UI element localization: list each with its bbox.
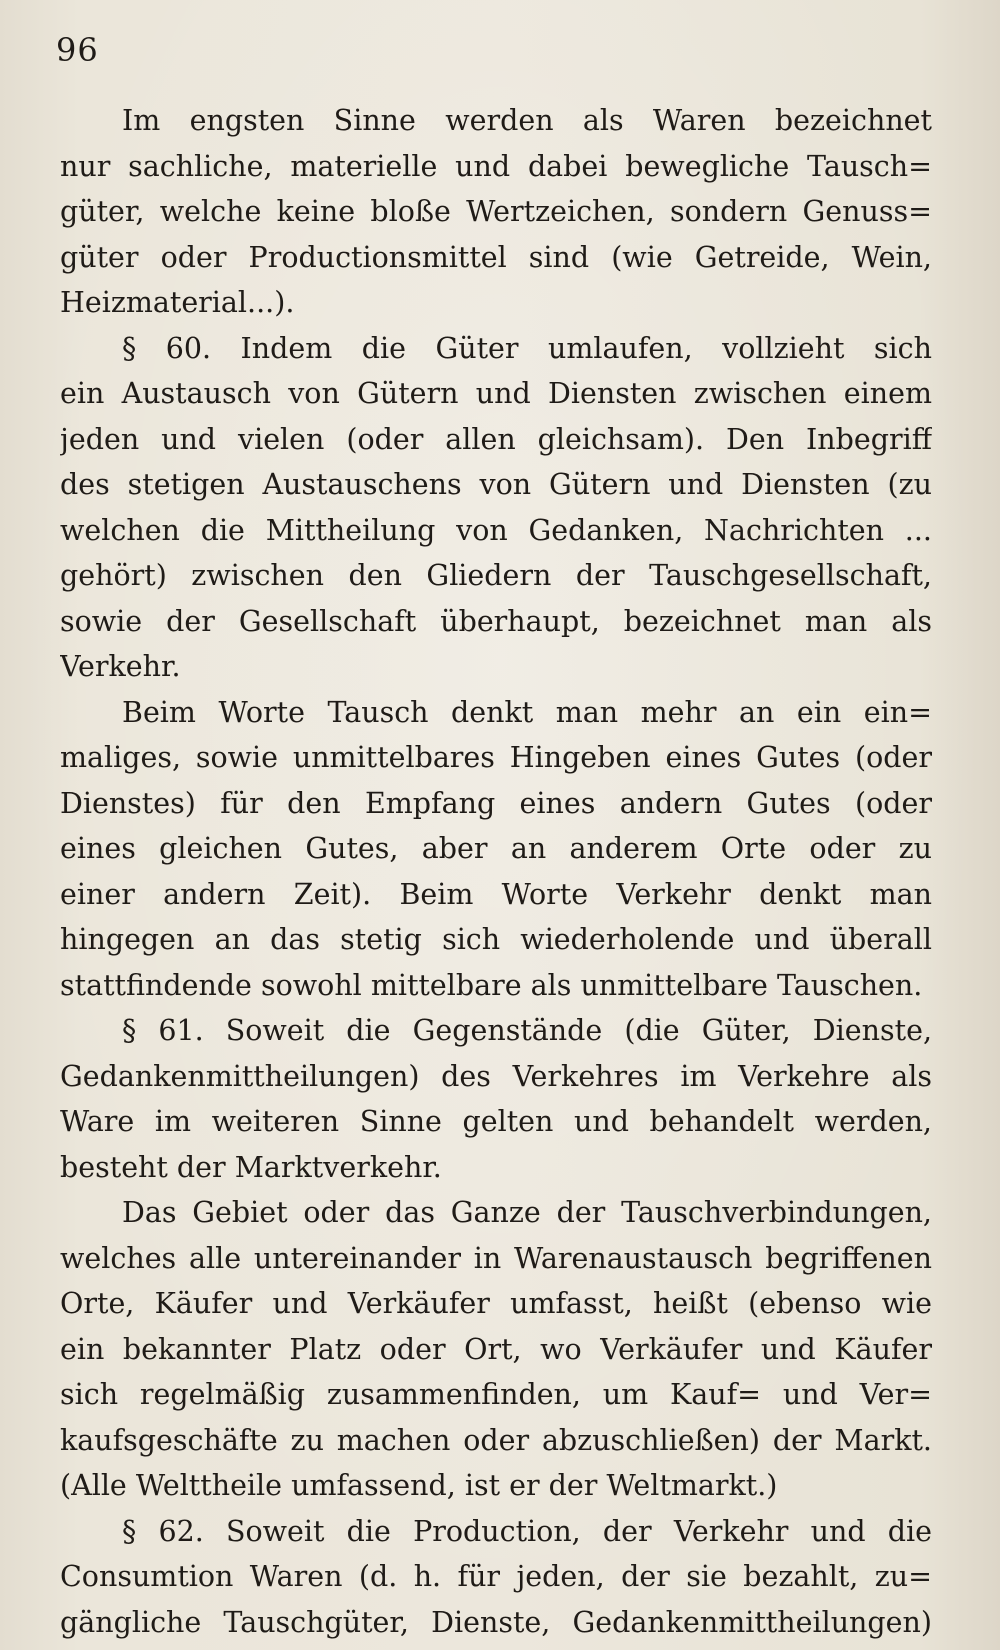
text-line: maliges, sowie unmittelbares Hingeben eines Gutes (oder — [60, 741, 932, 774]
page-number: 96 — [56, 31, 99, 69]
text-line: § 60. Indem die Güter umlaufen, vollzieht sich — [122, 331, 932, 365]
text-line: gehört) zwischen den Gliedern der Tauschgesellschaft, — [60, 559, 932, 592]
text-line: welchen die Mittheilung von Gedanken, Nachrichten ... — [60, 513, 932, 547]
text-line: Verkehr. — [60, 650, 181, 683]
text-line: ein Austausch von Gütern und Diensten zwischen einem — [60, 377, 932, 410]
text-line: gängliche Tauschgüter, Dienste, Gedankenmittheilungen) — [60, 1605, 932, 1639]
text-line: Im engsten Sinne werden als Waren bezeichnet — [122, 104, 932, 137]
text-line: welches alle untereinander in Warenaustausch begriffenen — [60, 1241, 932, 1275]
text-line: § 61. Soweit die Gegenstände (die Güter, Dienste, — [122, 1014, 932, 1047]
text-line: jeden und vielen (oder allen gleichsam). Den Inbegriff — [60, 422, 932, 456]
text-line: güter, welche keine bloße Wertzeichen, sondern Genuss= — [60, 195, 932, 228]
page-body-text — [60, 98, 932, 1645]
text-line: güter oder Productionsmittel sind (wie Getreide, Wein, — [60, 240, 932, 274]
text-line: ein bekannter Platz oder Ort, wo Verkäufer und Käufer — [60, 1332, 932, 1366]
text-line: hingegen an das stetig sich wiederholende und überall — [60, 923, 932, 956]
text-line: des stetigen Austauschens von Gütern und Diensten (zu — [60, 468, 932, 501]
text-line: kaufsgeschäfte zu machen oder abzuschließen) der Markt. — [60, 1423, 932, 1457]
text-line: Heizmaterial...). — [60, 286, 295, 319]
text-line: (Alle Welttheile umfassend, ist er der Weltmarkt.) — [60, 1469, 778, 1502]
text-line: stattfindende sowohl mittelbare als unmittelbare Tauschen. — [60, 968, 923, 1002]
text-line: Orte, Käufer und Verkäufer umfasst, heißt (ebenso wie — [60, 1287, 932, 1320]
text-line: Beim Worte Tausch denkt man mehr an ein ein= — [122, 695, 932, 729]
text-line: Consumtion Waren (d. h. für jeden, der sie bezahlt, zu= — [60, 1560, 932, 1593]
text-line: sowie der Gesellschaft überhaupt, bezeichnet man als — [60, 604, 932, 638]
text-line: einer andern Zeit). Beim Worte Verkehr denkt man — [60, 877, 932, 911]
text-line: eines gleichen Gutes, aber an anderem Orte oder zu — [60, 832, 932, 865]
text-line: Gedankenmittheilungen) des Verkehres im Verkehre als — [60, 1059, 932, 1093]
text-line: § 62. Soweit die Production, der Verkehr und die — [122, 1514, 932, 1548]
text-line: Dienstes) für den Empfang eines andern Gutes (oder — [60, 786, 932, 820]
text-line: Das Gebiet oder das Ganze der Tauschverbindungen, — [122, 1196, 932, 1229]
text-line: besteht der Marktverkehr. — [60, 1150, 442, 1184]
text-line: Ware im weiteren Sinne gelten und behandelt werden, — [60, 1105, 932, 1138]
text-line: sich regelmäßig zusammenfinden, um Kauf= und Ver= — [60, 1378, 932, 1411]
text-line: nur sachliche, materielle und dabei bewegliche Tausch= — [60, 149, 932, 183]
